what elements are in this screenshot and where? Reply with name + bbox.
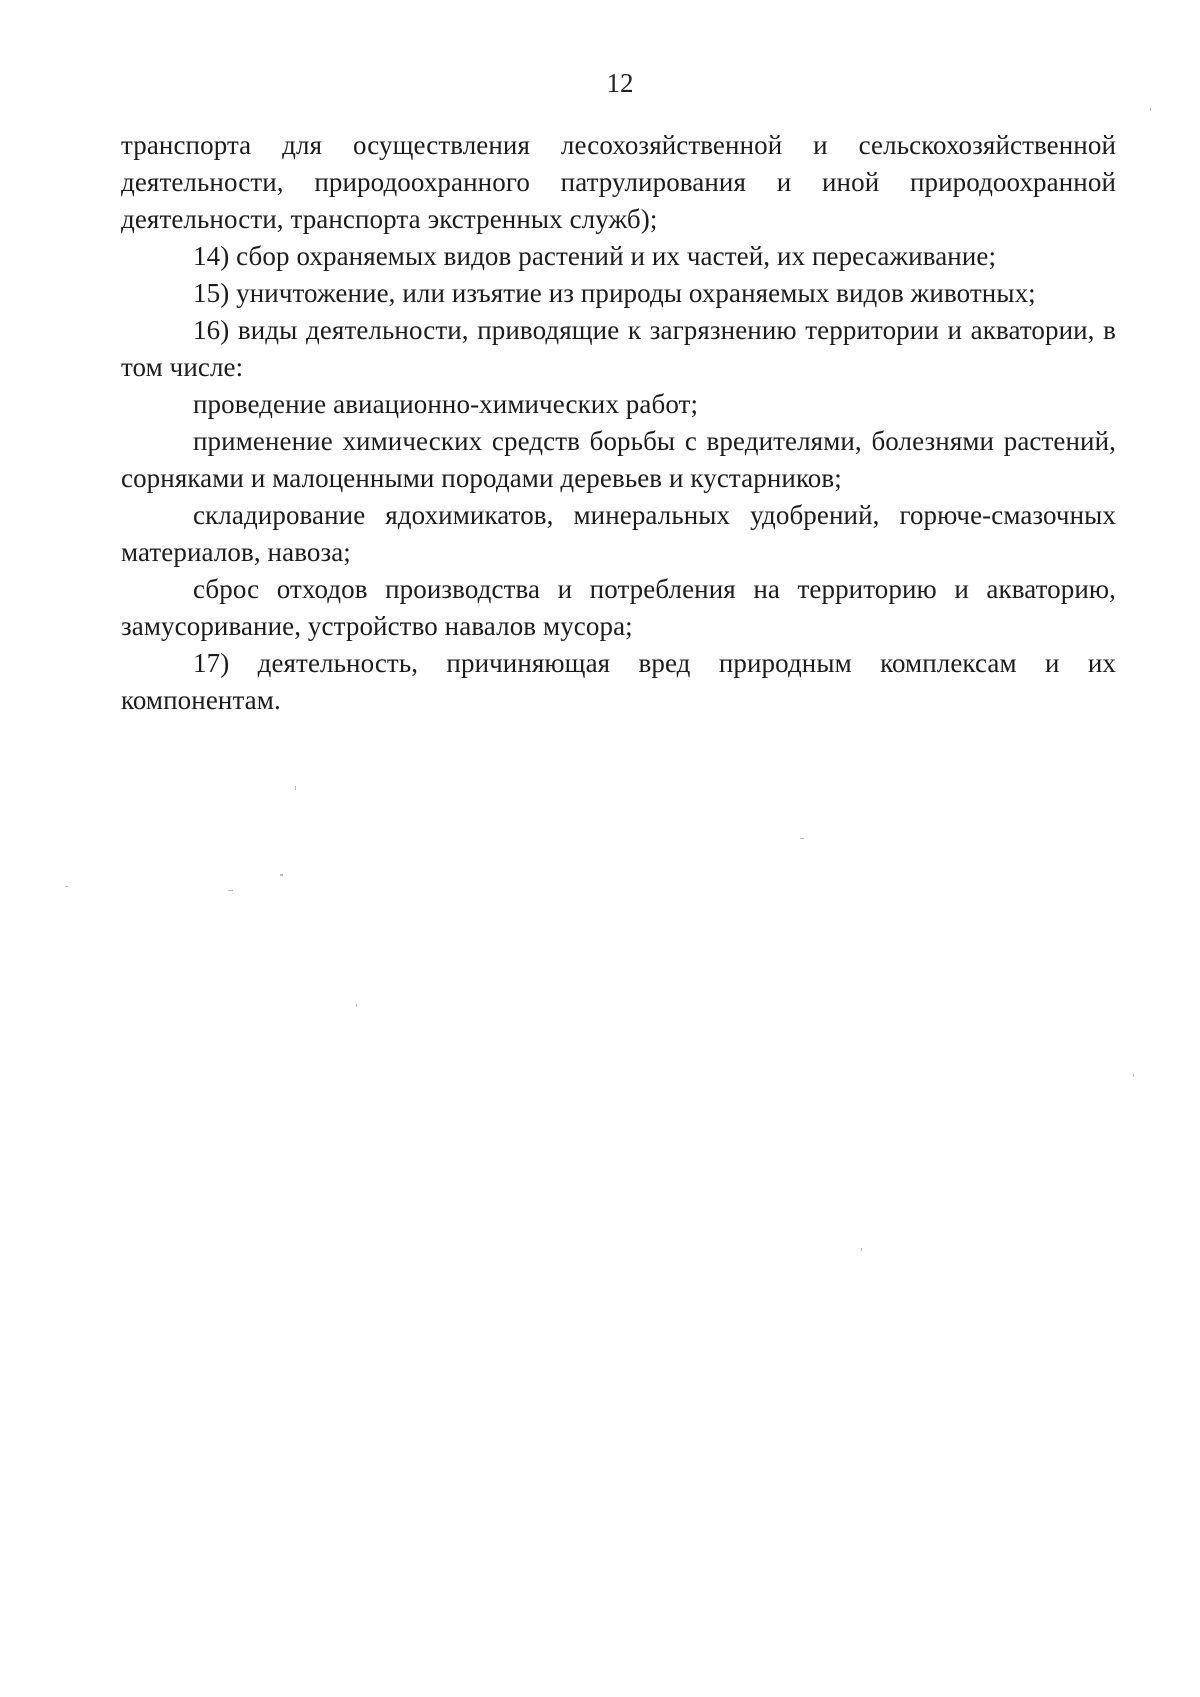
scan-speck bbox=[861, 1248, 862, 1251]
scan-speck bbox=[295, 786, 296, 790]
scan-speck bbox=[1150, 108, 1151, 111]
scan-speck bbox=[1133, 1074, 1134, 1077]
paragraph-item-17: 17) деятельность, причиняющая вред природным комплексам и их компонентам. bbox=[121, 648, 1116, 715]
document-body bbox=[121, 127, 1116, 719]
scan-speck bbox=[228, 890, 233, 891]
scan-speck bbox=[280, 874, 283, 876]
paragraph-subitem-waste: сброс отходов производства и потребления на территорию и акваторию, замусоривание, устройство навалов мусора; bbox=[121, 574, 1116, 641]
paragraph-item-15: 15) уничтожение, или изъятие из природы охраняемых видов животных; bbox=[193, 278, 1036, 308]
paragraph-continuation: транспорта для осуществления лесохозяйственной и сельскохозяйственной деятельности, природоохранного патрулирования и иной природоохранной деятельности, транспорта экстренных служб); bbox=[121, 130, 1116, 234]
paragraph-item-14: 14) сбор охраняемых видов растений и их частей, их пересаживание; bbox=[193, 241, 997, 271]
scan-speck bbox=[800, 838, 804, 839]
paragraph-item-16: 16) виды деятельности, приводящие к загрязнению территории и акватории, в том числе: bbox=[121, 315, 1116, 382]
scan-speck bbox=[65, 886, 68, 887]
paragraph-subitem-aviation: проведение авиационно-химических работ; bbox=[193, 389, 699, 419]
scan-speck bbox=[356, 1004, 357, 1007]
paragraph-subitem-chemicals: применение химических средств борьбы с вредителями, болезнями растений, сорняками и малоценными породами деревьев и кустарников; bbox=[121, 426, 1116, 493]
paragraph-subitem-storage: складирование ядохимикатов, минеральных удобрений, горюче-смазочных материалов, навоза; bbox=[121, 500, 1116, 567]
page-number: 12 bbox=[606, 68, 634, 98]
